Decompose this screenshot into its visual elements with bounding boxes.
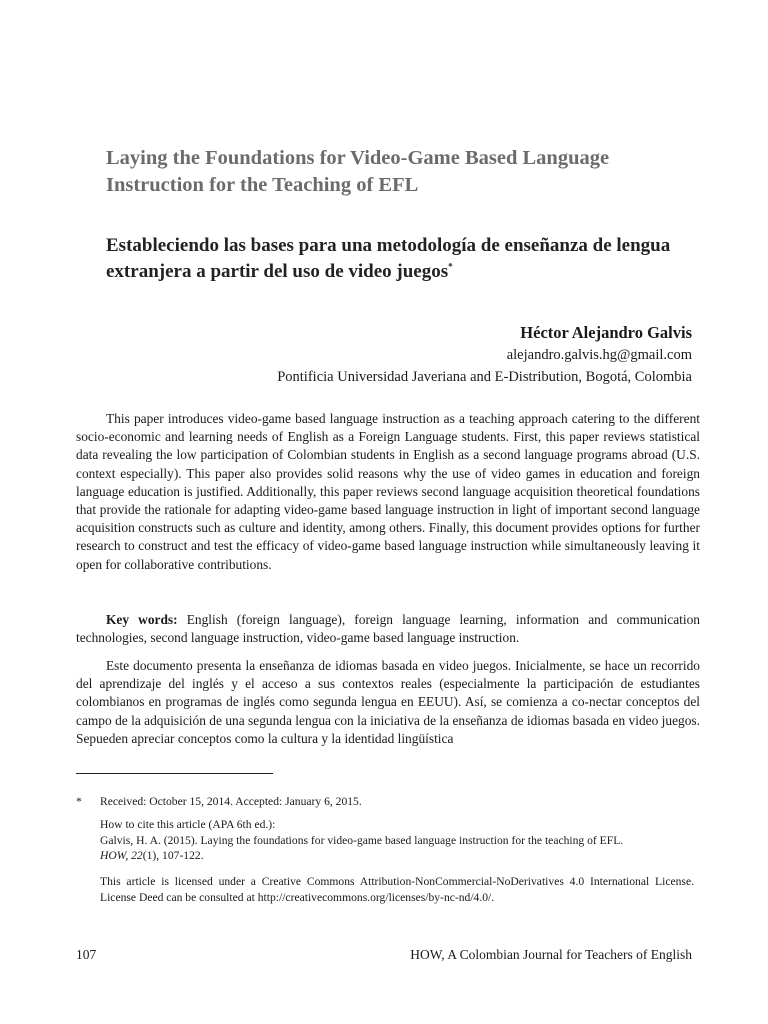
citation-issue: (1), 107-122. [142, 849, 204, 862]
author-email[interactable]: alejandro.galvis.hg@gmail.com [506, 347, 692, 363]
author-name: Héctor Alejandro Galvis [520, 323, 692, 342]
footnote-marker-label: * [76, 795, 82, 808]
article-title-english: Laying the Foundations for Video-Game Based Language Instruction for the Teaching of EFL [106, 147, 610, 196]
keywords-label: Key words: [106, 612, 178, 627]
citation-reference [100, 833, 700, 864]
license-notice: This article is licensed under a Creative Commons Attribution-NonCommercial-NoDerivatives 4.0 International License. License Deed can be consulted at http://creativecommons.org/licenses/by-nc-nd/4.0/. [100, 875, 694, 904]
article-title-spanish [106, 233, 686, 285]
footnote-marker[interactable]: * [448, 261, 453, 272]
citation-block [100, 817, 700, 864]
keywords-text: English (foreign language), foreign language learning, information and communication technologies, second language instruction, video-game based language instruction. [76, 612, 700, 646]
article-title-spanish-text: Estableciendo las bases para una metodología de enseñanza de lengua extranjera a partir del uso de video juegos [106, 235, 671, 282]
page-number: 107 [76, 947, 97, 962]
citation-journal: HOW, 22 [100, 849, 143, 862]
abstract-spanish: Este documento presenta la enseñanza de idiomas basada en video juegos. Inicialmente, se hace un recorrido del aprendizaje del inglés y el acceso a sus contextos reales (especialmente la participación de estudiantes colombianos en programas de inglés como segunda lengua en EEUU). Así, se comienza a co-nectar conceptos del campo de la adquisición de una segunda lengua con la iniciativa de la enseñanza de idiomas basada en video juegos. Sepueden apreciar conceptos como la cultura y la identidad lingüística [76, 658, 700, 746]
author-block [132, 322, 692, 388]
abstract-english: This paper introduces video-game based language instruction as a teaching approach catering to the different socio-economic and learning needs of English as a Foreign Language students. First, this paper reviews statistical data revealing the low participation of Colombian students in English as a second language programs abroad (U.S. context especially). This paper also provides solid reasons why the use of video games in education and foreign language education is justified. Additionally, this paper reviews second language acquisition theoretical foundations that provide the rationale for adapting video-game based language instruction in light of important second language acquisition constructs such as culture and identity, among others. Finally, this document provides options for further research to construct and test the efficacy of video-game based language instruction while simultaneously leaving it open for collaborative contributions. [76, 411, 700, 572]
keywords-paragraph [76, 611, 700, 647]
citation-label: How to cite this article (APA 6th ed.): [100, 818, 276, 831]
footnote-divider [76, 773, 273, 774]
journal-running-footer: HOW, A Colombian Journal for Teachers of English [410, 947, 692, 962]
author-affiliation: Pontificia Universidad Javeriana and E-Distribution, Bogotá, Colombia [277, 369, 692, 385]
citation-text: Galvis, H. A. (2015). Laying the foundations for video-game based language instruction for the teaching of EFL. [100, 833, 624, 847]
footnote-received-dates: Received: October 15, 2014. Accepted: January 6, 2015. [100, 795, 362, 808]
